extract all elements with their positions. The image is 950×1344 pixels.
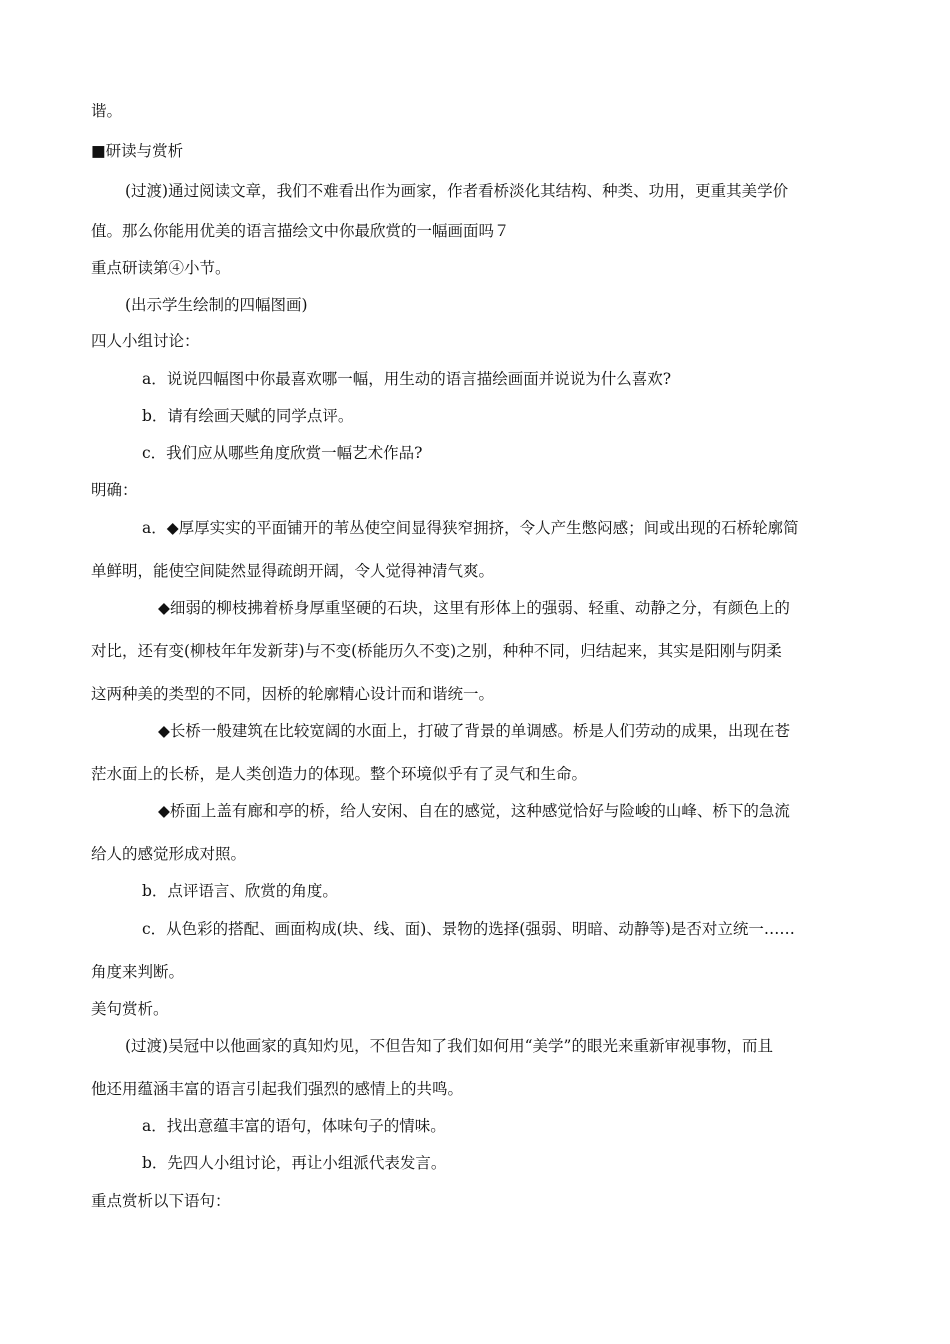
text-line: ◆桥面上盖有廊和亭的桥，给人安闲、自在的感觉，这种感觉恰好与险峻的山峰、桥下的急流 [158, 802, 790, 820]
text-line: 他还用蕴涵丰富的语言引起我们强烈的感情上的共鸣。 [91, 1080, 464, 1098]
text-line: 对比，还有变(柳枝年年发新芽)与不变(桥能历久不变)之别，种种不同，归结起来，其实是阳刚与阴柔 [91, 642, 782, 660]
text-line: (过渡)吴冠中以他画家的真知灼见，不但告知了我们如何用“美学”的眼光来重新审视事物，而且 [125, 1037, 773, 1055]
text-line: (过渡)通过阅读文章，我们不难看出作为画家，作者看桥淡化其结构、种类、功用，更重其美学价 [125, 182, 789, 200]
list-item: c．从色彩的搭配、画面构成(块、线、面)、景物的选择(强弱、明暗、动静等)是否对立统一…… [142, 920, 795, 938]
text-line: ◆长桥一般建筑在比较宽阔的水面上，打破了背景的单调感。桥是人们劳动的成果，出现在苍 [158, 722, 790, 740]
section-heading: ■研读与赏析 [91, 142, 184, 160]
list-item: b．先四人小组讨论，再让小组派代表发言。 [142, 1154, 447, 1172]
list-item: c．我们应从哪些角度欣赏一幅艺术作品? [142, 444, 423, 462]
text-line: 明确： [91, 481, 138, 499]
text-line: 单鲜明，能使空间陡然显得疏朗开阔，令人觉得神清气爽。 [91, 562, 495, 580]
text-line: (出示学生绘制的四幅图画) [125, 296, 308, 314]
text-line: a．◆厚厚实实的平面铺开的苇丛使空间显得狭窄拥挤，令人产生憋闷感；间或出现的石桥轮廓简 [142, 519, 799, 537]
list-item: b．点评语言、欣赏的角度。 [142, 882, 338, 900]
text-line: 谐。 [91, 102, 123, 120]
text-line: 美句赏析。 [91, 1000, 169, 1018]
text-line: 这两种美的类型的不同，因桥的轮廓精心设计而和谐统一。 [91, 685, 495, 703]
text-line: 茫水面上的长桥，是人类创造力的体现。整个环境似乎有了灵气和生命。 [91, 765, 588, 783]
list-item: a．说说四幅图中你最喜欢哪一幅，用生动的语言描绘画面并说说为什么喜欢? [142, 370, 672, 388]
list-item: b．请有绘画天赋的同学点评。 [142, 407, 354, 425]
list-item: a．找出意蕴丰富的语句，体味句子的情味。 [142, 1117, 446, 1135]
text-line: 重点研读第④小节。 [91, 259, 231, 277]
text-line: 值。那么你能用优美的语言描绘文中你最欣赏的一幅画面吗７ [91, 222, 510, 240]
text-line: ◆细弱的柳枝拂着桥身厚重坚硬的石块，这里有形体上的强弱、轻重、动静之分，有颜色上的 [158, 599, 790, 617]
text-line: 给人的感觉形成对照。 [91, 845, 247, 863]
text-line: 四人小组讨论： [91, 332, 200, 350]
text-line: 重点赏析以下语句： [91, 1192, 231, 1210]
text-line: 角度来判断。 [91, 963, 185, 981]
